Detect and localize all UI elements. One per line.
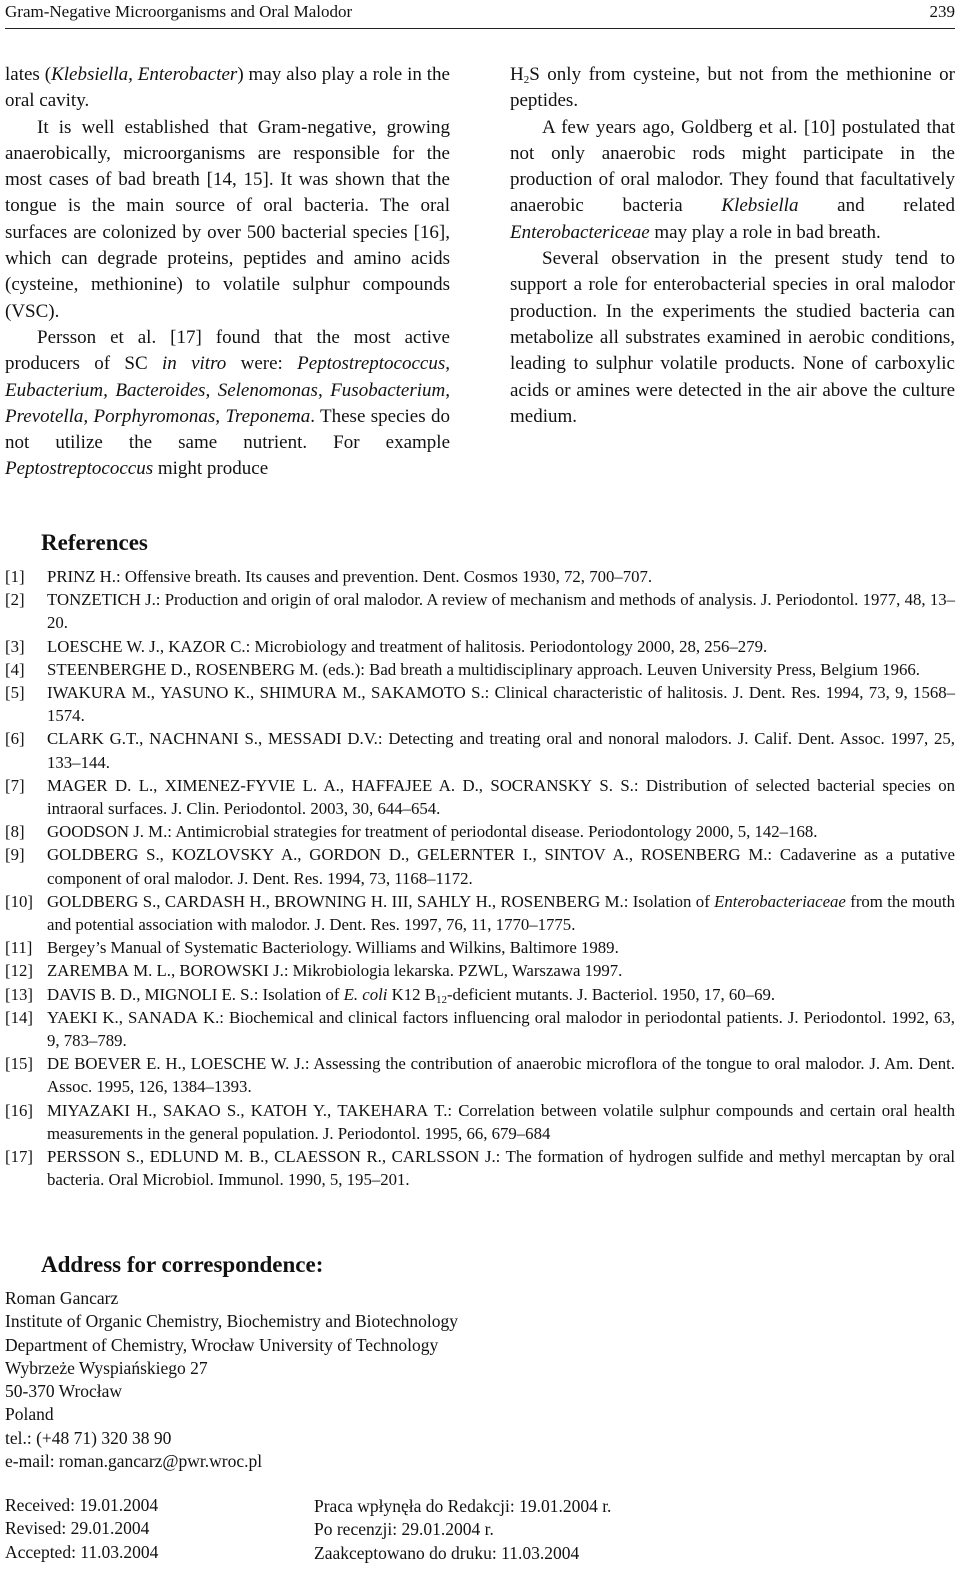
reference-item: [13] DAVIS B. D., MIGNOLI E. S.: Isolation of E. coli K12 $B_{12}$-deficient mutants. J. Bacteriol. 1950, 17, 60–69. [5, 984, 776, 1006]
address-line: Roman Gancarz [5, 1288, 119, 1308]
dates-english [5, 1494, 285, 1564]
correspondence-heading: Address for correspondence: [41, 1252, 324, 1277]
date-received: Received: 19.01.2004 [5, 1495, 159, 1515]
date-accepted-pl: Zaakceptowano do druku: 11.03.2004 [314, 1542, 580, 1563]
reference-item: [8] GOODSON J. M.: Antimicrobial strategies for treatment of periodontal disease. Periodontology 2000, 5, 142–168. [5, 822, 818, 842]
address-line: Poland [5, 1404, 54, 1425]
references-heading: References [41, 530, 148, 555]
paragraph: lates (Klebsiella, Enterobacter) may also play a role in the oral cavity. [5, 64, 450, 112]
reference-item: [6] CLARK G.T., NACHNANI S., MESSADI D.V.: Detecting and treating oral and nonoral malodors. J. Calif. Dent. Assoc. 1997, 25, 133–144. [5, 729, 955, 772]
paragraph: It is well established that Gram-negative, growing anaerobically, microorganisms are responsible for the most cases of bad breath [14, 15]. It was shown that the tongue is the main source of oral bacteria. The oral surfaces are colonized by over 500 bacterial species [16], which can degrade proteins, peptides and amino acids (cysteine, methionine) to volatile sulphur compounds (VSC). [5, 116, 450, 322]
paragraph: A few years ago, Goldberg et al. [10] postulated that not only anaerobic rods might participate in the production of oral malodor. They found that facultatively anaerobic bacteria Klebsiella and related Enterobactericeae may play a role in bad breath. [510, 116, 955, 243]
address-line: Department of Chemistry, Wrocław University of Technology [5, 1334, 439, 1355]
running-header [5, 0, 955, 29]
reference-item: [9] GOLDBERG S., KOZLOVSKY A., GORDON D., GELERNTER I., SINTOV A., ROSENBERG M.: Cadaverine as a putative component of oral malodor. J. Dent. Res. 1994, 73, 1168–1172. [5, 845, 955, 888]
reference-item: [15] DE BOEVER E. H., LOESCHE W. J.: Assessing the contribution of anaerobic microflora of the tongue to oral malodor. J. Am. Dent. Assoc. 1995, 126, 1384–1393. [5, 1054, 956, 1097]
correspondence-address [5, 1287, 705, 1473]
paragraph: Persson et al. [17] found that the most active producers of SC in vitro were: Peptostreptococcus, Eubacterium, Bacteroides, Selenomonas, Fusobacterium, Prevotella, Porphyromonas, Treponema. These species do not utilize the same nutrient. For example Peptostreptococcus might produce [5, 326, 451, 480]
dates-polish [314, 1495, 764, 1565]
reference-item: [11] Bergey’s Manual of Systematic Bacteriology. Williams and Wilkins, Baltimore 1989. [5, 938, 619, 958]
address-line: tel.: (+48 71) 320 38 90 [5, 1427, 172, 1448]
reference-item: [1] PRINZ H.: Offensive breath. Its causes and prevention. Dent. Cosmos 1930, 72, 700–707. [5, 567, 653, 586]
reference-item: [12] ZAREMBA M. L., BOROWSKI J.: Mikrobiologia lekarska. PZWL, Warszawa 1997. [5, 961, 623, 981]
reference-item: [7] MAGER D. L., XIMENEZ-FYVIE L. A., HAFFAJEE A. D., SOCRANSKY S. S.: Distribution of selected bacterial species on intraoral surfaces. J. Clin. Periodontol. 2003, 30, 644–654. [5, 775, 956, 819]
address-line: e-mail: roman.gancarz@pwr.wroc.pl [5, 1451, 263, 1472]
left-column [5, 62, 450, 483]
reference-item: [14] YAEKI K., SANADA K.: Biochemical and clinical factors influencing oral malodor in periodontal patients. J. Periodontol. 1992, 63, 9, 783–789. [5, 1007, 955, 1051]
running-title: Gram-Negative Microorganisms and Oral Malodor [5, 2, 353, 21]
right-column [510, 62, 955, 430]
reference-item: [5] IWAKURA M., YASUNO K., SHIMURA M., SAKAMOTO S.: Clinical characteristic of halitosis. J. Dent. Res. 1994, 73, 9, 1568–1574. [5, 683, 956, 726]
reference-item: [17] PERSSON S., EDLUND M. B., CLAESSON R., CARLSSON J.: The formation of hydrogen sulfide and methyl mercaptan by oral bacteria. Oral Microbiol. Immunol. 1990, 5, 195–201. [5, 1147, 955, 1190]
paragraph: $H_2S$ only from cysteine, but not from the methionine or peptides. [510, 64, 955, 112]
date-revised: Revised: 29.01.2004 [5, 1518, 150, 1539]
paragraph: Several observation in the present study tend to support a role for enterobacterial species in oral malodor production. In the experiments the studied bacteria can metabolize all substrates examined in aerobic conditions, leading to sulphur volatile products. None of carboxylic acids or amines were detected in the air above the culture medium. [510, 248, 955, 427]
page-number: 239 [929, 2, 955, 21]
date-revised-pl: Po recenzji: 29.01.2004 r. [314, 1519, 494, 1540]
reference-item: [4] STEENBERGHE D., ROSENBERG M. (eds.): Bad breath a multidisciplinary approach. Leuven University Press, Belgium 1966. [5, 659, 921, 679]
reference-item: [2] TONZETICH J.: Production and origin of oral malodor. A review of mechanism and methods of analysis. J. Periodontol. 1977, 48, 13–20. [5, 590, 955, 633]
date-accepted: Accepted: 11.03.2004 [5, 1541, 159, 1562]
reference-item: [3] LOESCHE W. J., KAZOR C.: Microbiology and treatment of halitosis. Periodontology 2000, 28, 256–279. [5, 636, 768, 656]
date-received-pl: Praca wpłynęła do Redakcji: 19.01.2004 r. [314, 1496, 612, 1516]
references-list [5, 565, 955, 1191]
reference-item: [10] GOLDBERG S., CARDASH H., BROWNING H. III, SAHLY H., ROSENBERG M.: Isolation of Enterobacteriaceae from the mouth and potential association with malodor. J. Dent. Res. 1997, 76, 11, 1770–1775. [5, 891, 955, 935]
address-line: 50-370 Wrocław [5, 1381, 123, 1402]
address-line: Institute of Organic Chemistry, Biochemistry and Biotechnology [5, 1311, 458, 1332]
address-line: Wybrzeże Wyspiańskiego 27 [5, 1357, 208, 1378]
reference-item: [16] MIYAZAKI H., SAKAO S., KATOH Y., TAKEHARA T.: Correlation between volatile sulphur compounds and certain oral health measurements in the general population. J. Periodontol. 1995, 66, 679–684 [5, 1100, 955, 1143]
